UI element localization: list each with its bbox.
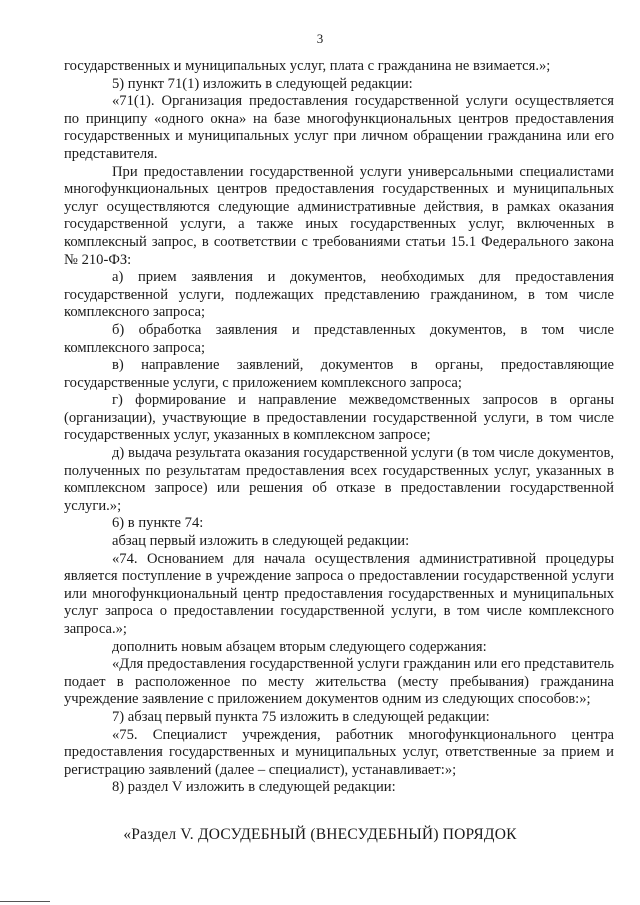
paragraph: абзац первый изложить в следующей редакции: — [112, 533, 410, 550]
paragraph: д) выдача результата оказания государственной услуги (в том числе документов, полученных по результатам предоставления всех государственных услуг, указанных в комплексном запросе) или решения об отказе в предоставлении государственной услуги.»; — [64, 445, 614, 514]
paragraph: «74. Основанием для начала осуществления административной процедуры является поступление в учреждение запроса о предоставлении государственной услуги или многофункциональный центр предоставления государственных и муниципальных услуг запроса о предоставлении государственной услуги, в том числе комплексного запроса.»; — [64, 550, 614, 637]
paragraph: При предоставлении государственной услуги универсальными специалистами многофункциональных центров предоставления государственных и муниципальных услуг осуществляются следующие административные действия, в рамках оказания государственной услуги, а также иных государственных услуг, включенных в комплексный запрос, в соответствии с требованиями статьи 15.1 Федерального закона № 210-ФЗ: — [64, 163, 614, 268]
paragraph: «75. Специалист учреждения, работник многофункционального центра предоставления государственных и муниципальных услуг, ответственные за прием и регистрацию заявлений (далее – специалист), устанавливает:»; — [64, 726, 614, 778]
scan-edge-line — [0, 901, 50, 902]
paragraph: 7) абзац первый пункта 75 изложить в следующей редакции: — [112, 708, 490, 725]
paragraph: 8) раздел V изложить в следующей редакции: — [112, 779, 396, 796]
document-body — [64, 58, 614, 797]
paragraph: г) формирование и направление межведомственных запросов в органы (организации), участвующие в предоставлении государственной услуги, в том числе государственных услуг, указанных в комплексном запросе; — [64, 392, 614, 444]
paragraph: в) направление заявлений, документов в органы, предоставляющие государственные услуги, с приложением комплексного запроса; — [64, 357, 614, 391]
page-number: 3 — [316, 31, 324, 46]
paragraph: государственных и муниципальных услуг, плата с гражданина не взимается.»; — [64, 58, 551, 74]
paragraph: дополнить новым абзацем вторым следующего содержания: — [112, 638, 487, 655]
paragraph: б) обработка заявления и представленных документов, в том числе комплексного запроса; — [64, 321, 614, 356]
paragraph: а) прием заявления и документов, необходимых для предоставления государственной услуги, подлежащих представлению гражданином, в том числе комплексного запроса; — [64, 269, 614, 321]
paragraph: «71(1). Организация предоставления государственной услуги осуществляется по принципу «одного окна» на базе многофункциональных центров предоставления государственных и муниципальных услуг при личном обращении гражданина или его представителя. — [64, 93, 614, 162]
paragraph: 5) пункт 71(1) изложить в следующей редакции: — [112, 75, 413, 92]
paragraph: 6) в пункте 74: — [112, 515, 204, 532]
section-heading: «Раздел V. ДОСУДЕБНЫЙ (ВНЕСУДЕБНЫЙ) ПОРЯДОК — [123, 826, 517, 843]
paragraph: «Для предоставления государственной услуги гражданин или его представитель подает в расположенное по месту жительства (месту пребывания) гражданина учреждение заявление с приложением документов одним из следующих способов:»; — [64, 656, 614, 708]
